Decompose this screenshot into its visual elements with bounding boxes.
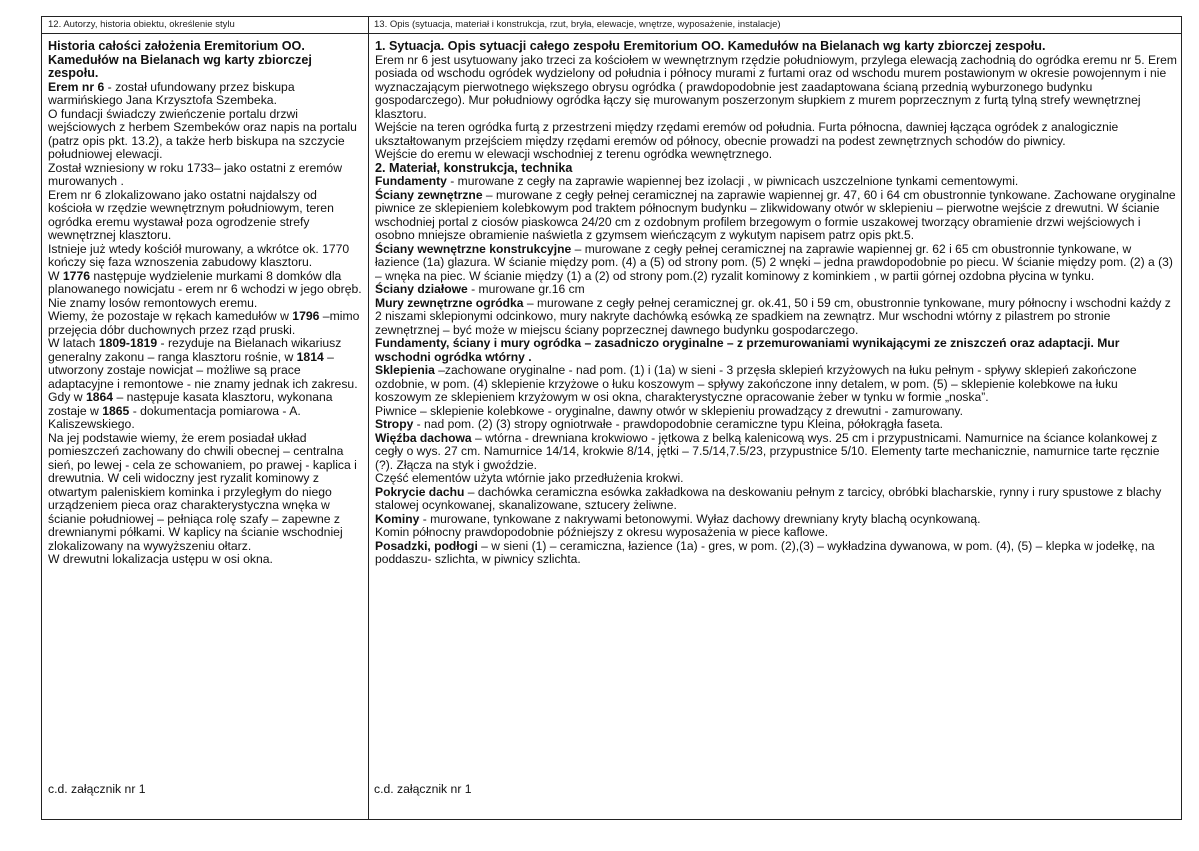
paragraph: Stropy - nad pom. (2) (3) stropy ogniotrwałe - prawdopodobnie ceramiczne typu Kleina, półokrągła faseta. [375, 417, 944, 431]
paragraph: Wiemy, że pozostaje w rękach kamedułów w 1796 –mimo przejęcia dóbr duchownych przez rząd pruski. [48, 309, 360, 337]
situation-title: 1. Sytuacja. Opis sytuacji całego zespołu Eremitorium OO. Kamedułów na Bielanach wg karty zbiorczej zespołu. [375, 39, 1046, 53]
paragraph: Nie znamy losów remontowych eremu. [48, 295, 258, 310]
paragraph: Wejście na teren ogródka furtą z przestrzeni między rzędami eremów od południa. Furta północna, dawniej łącząca ogródek z analogicznie ukształtowanym przejściem między rzędami eremów od północy, obecnie prowadzi na podest zewnętrznych schodów do piwnicy. [375, 120, 1119, 148]
paragraph: Sklepienia –zachowane oryginalne - nad pom. (1) i (1a) w sieni - 3 przęsła sklepień krzyżowych na łuku pełnym - spływy sklepień zakończone ozdobnie, w pom. (4) sklepienie krzyżowe o łuku koszowym – spływy zakończone inny detalem, w pom. (5) – sklepienie kolebkowe na łuku koszowym ze sklepieniem krzyżowym w osi okna, charakterystyczne opracowanie żeber w tynku w formie „noska”. [375, 363, 1137, 404]
right-footer: c.d. załącznik nr 1 [374, 782, 472, 796]
paragraph: Fundamenty, ściany i mury ogródka – zasadniczo oryginalne – z przemurowaniami wynikającymi ze zniszczeń oraz adaptacji. Mur wschodni ogródka wtórny . [375, 336, 1120, 364]
paragraph: O fundacji świadczy zwieńczenie portalu drzwi wejściowych z herbem Szembeków oraz napis na portalu (patrz opis pkt. 13.2), a także herb biskupa na szczycie południowej elewacji. [48, 106, 357, 161]
paragraph: Piwnice – sklepienie kolebkowe - oryginalne, dawny otwór w sklepieniu prowadzący z drewutni - zamurowany. [375, 403, 963, 418]
paragraph: Fundamenty - murowane z cegły na zaprawie wapiennej bez izolacji , w piwnicach uszczelnione tynkami cementowymi. [375, 174, 1019, 188]
left-footer: c.d. załącznik nr 1 [48, 782, 146, 796]
description-section [368, 34, 1181, 567]
form-table [41, 16, 1182, 820]
history-section [42, 34, 368, 567]
left-column [42, 17, 369, 819]
paragraph: Na jej podstawie wiemy, że erem posiadał układ pomieszczeń zachowany do chwili obecnej – centralna sień, po lewej - cela ze schowaniem, po prawej - kaplica i drewutnia. W celi widoczny jest ryzalit kominowy z otwartym paleniskiem kominka i przyległym do niego urządzeniem pieca oraz charakterystyczna wnęka w ścianie południowej – pełniąca rolę szafy – zapewne z drewnianymi półkami. W kaplicy na ścianie wschodniej zlokalizowany na wywyższeniu ołtarz. [48, 430, 357, 553]
paragraph: Ściany wewnętrzne konstrukcyjne – murowane z cegły pełnej ceramicznej na zaprawie wapiennej gr. 62 i 65 cm obustronnie tynkowane, w łazience (1a) glazura. W ścianie między pom. (4) a (5) od strony pom. (5) 2 wnęki – jedna prawdopodobnie po piecu. W ścianie między pom. (2) a (3) – wnęka na piec. W ścianie między (1) a (2) od strony pom.(2) ryzalit kominowy z kominkiem , w partii górnej ozdobna płycina w tynku. [375, 241, 1173, 283]
paragraph: Więźba dachowa – wtórna - drewniana krokwiowo - jętkowa z belką kalenicową wys. 25 cm i przypustnicami. Namurnice na ściance kolankowej z cegły o wys. 27 cm. Namurnice 14/14, krokwie 8/14, jętki – 7.5/14,7.5/23, przypustnice 5/10. Elementy tarte mechanicznie, namurnice tarte ręcznie (?). Złącza na styk i gwoździe. [375, 430, 1160, 472]
left-column-header: 12. Autorzy, historia obiektu, określenie stylu [42, 17, 368, 34]
paragraph: Erem nr 6 - został ufundowany przez biskupa warmińskiego Jana Krzysztofa Szembeka. [48, 79, 295, 107]
material-title: 2. Materiał, konstrukcja, technika [375, 160, 573, 175]
paragraph: Mury zewnętrzne ogródka – murowane z cegły pełnej ceramicznej gr. ok.41, 50 i 59 cm, obustronnie tynkowane, mury północny i wschodni każdy z 2 niszami sklepionymi odcinkowo, mury nakryte dachówką esówką ze spadkiem na zewnątrz. Mur wschodni wtórny z pilastrem po stronie zewnętrznej – być może w miejscu ściany poprzecznej dawnego budynku gospodarczego. [375, 295, 1171, 337]
right-column-header: 13. Opis (sytuacja, materiał i konstrukcja, rzut, bryła, elewacje, wnętrze, wyposażenie, instalacje) [368, 17, 1181, 34]
paragraph: W latach 1809-1819 - rezyduje na Bielanach wikariusz generalny zakonu – ranga klasztoru rośnie, w 1814 – utworzony zostaje nowicjat – możliwe są prace adaptacyjne i remontowe - nie znamy jednak ich zakresu. [48, 336, 358, 391]
paragraph: Erem nr 6 jest usytuowany jako trzeci za kościołem w wewnętrznym rzędzie południowym, przylega elewacją zachodnią do ogródka eremu nr 5. Erem posiada od wschodu ogródek wydzielony od południa i północy murami z furtami oraz od wschodu murem postawionym w okresie powojennym i nie wyznaczającym pierwotnego większego obrysu ogródka ( prawdopodobnie jest zaadaptowana ścianą przednią wyburzonego budynku gospodarczego). Mur południowy ogródka łączy się murowanym poszerzonym słupkiem z murem poprzecznym z furtą tylną strefy wewnętrznej klasztoru. [375, 52, 1177, 121]
paragraph: Został wzniesiony w roku 1733– jako ostatni z eremów murowanych . [48, 160, 342, 188]
paragraph: Ściany działowe - murowane gr.16 cm [375, 282, 585, 296]
paragraph: Istnieje już wtedy kościół murowany, a wkrótce ok. 1770 kończy się faza wznoszenia zabudowy klasztoru. [48, 241, 350, 269]
history-title: Historia całości założenia Eremitorium OO. Kamedułów na Bielanach wg karty zbiorczej zespołu. [48, 39, 312, 80]
paragraph: Gdy w 1864 – następuje kasata klasztoru, wykonana zostaje w 1865 - dokumentacja pomiarowa - A. Kaliszewskiego. [48, 390, 333, 431]
paragraph: Część elementów użyta wtórnie jako przedłużenia krokwi. [375, 471, 684, 485]
paragraph: W 1776 następuje wydzielenie murkami 8 domków dla planowanego nowicjatu - erem nr 6 wchodzi w jego obręb. [48, 268, 362, 296]
paragraph: Erem nr 6 zlokalizowano jako ostatni najdalszy od kościoła w rzędzie wewnętrznym południowym, teren ogródka eremu wystawał poza ogrodzenie strefy wewnętrznej klasztoru. [48, 187, 334, 242]
paragraph: Komin północny prawdopodobnie późniejszy z okresu wyposażenia w piece kaflowe. [375, 525, 829, 539]
paragraph: W drewutni lokalizacja ustępu w osi okna. [48, 552, 273, 566]
paragraph: Wejście do eremu w elewacji wschodniej z terenu ogródka wewnętrznego. [375, 147, 773, 161]
paragraph: Kominy - murowane, tynkowane z nakrywami betonowymi. Wyłaz dachowy drewniany kryty blachą ocynkowaną. [375, 511, 981, 526]
paragraph: Posadzki, podłogi – w sieni (1) – ceramiczna, łazience (1a) - gres, w pom. (2),(3) – wykładzina dywanowa, w pom. (4), (5) – klepka w jodełkę, na poddaszu- szlichta, w piwnicy szlichta. [375, 538, 1155, 566]
right-column [368, 17, 1181, 819]
paragraph: Pokrycie dachu – dachówka ceramiczna esówka zakładkowa na deskowaniu pełnym z tarcicy, obróbki blacharskie, rynny i rury spustowe z blachy stalowej ocynkowanej, skanalizowane, sztucery żeliwne. [375, 484, 1162, 512]
paragraph: Ściany zewnętrzne – murowane z cegły pełnej ceramicznej na zaprawie wapiennej gr. 47, 60 i 64 cm obustronnie tynkowane. Zachowane oryginalne piwnice ze sklepieniem kolebkowym pod traktem północnym budynku – zlikwidowany otwór w sklepieniu – pierwotne wejście z drewutni. W ścianie wschodniej portal z ciosów piaskowca 24/20 cm z ozdobnym profilem brzegowym o formie uszakowej tworzący obramienie drzwi wejściowych i osobno mniejsze obramienie naświetla z gzymsem wieńczącym z wykutym napisem patrz opis pkt.5. [375, 187, 1176, 242]
